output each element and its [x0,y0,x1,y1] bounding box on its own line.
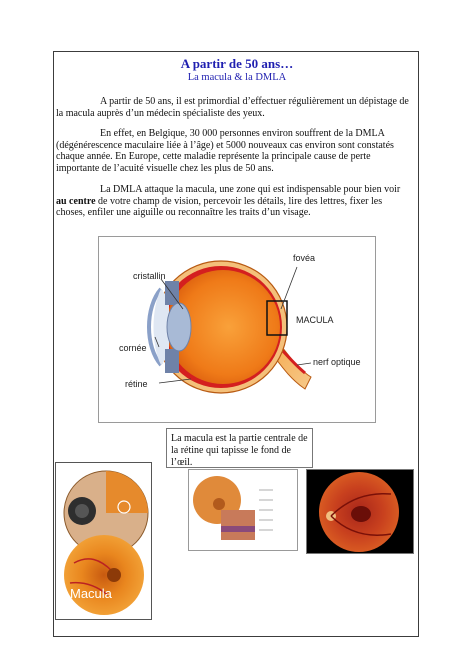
fundus-photograph [306,469,414,554]
page-title: A partir de 50 ans… [180,56,294,71]
macular-lesion [351,506,371,522]
macula-center [107,568,121,582]
intro-paragraph: A partir de 50 ans, il est primordial d’effectuer régulièrement un dépistage de la macula auprès d’un médecin spécialiste des yeux. [56,96,409,119]
dmla-paragraph-emphasis: au centre [56,195,96,207]
label-cristallin: cristallin [133,271,166,281]
statistics-paragraph: En effet, en Belgique, 30 000 personnes environ souffrent de la DMLA (dégénérescence maculaire liée à l’âge) et 5000 nouveaux cas environ sont constatés chaque année. En Europe, cette maladie représente la principale cause de perte importante de l’acuité visuelle chez les plus de 50 ans. [56,128,394,174]
fovea-leader [281,267,297,309]
fundus-zoom [64,535,144,615]
cutaway-pupil [75,504,89,518]
eye-diagram [98,236,376,423]
macula-photo-svg [56,463,151,619]
macula-photo-label: Macula [70,586,112,601]
fundus-photograph-svg [307,470,413,553]
retina-layers-illustration [188,469,298,551]
macula-caption: La macula est la partie centrale de la rétine qui tapisse le fond de l’œil. [166,428,313,468]
label-nerf-optique: nerf optique [313,357,361,367]
dmla-paragraph [56,184,410,219]
label-cornee: cornée [119,343,147,353]
page-subtitle: La macula & la DMLA [187,72,287,83]
lens-shape [167,303,191,351]
retina-layers-svg [189,470,297,550]
fundus-small-center [213,498,225,510]
label-macula: MACULA [296,315,334,325]
iris-bottom [165,349,179,373]
retina-section [221,510,255,540]
label-retine: rétine [125,379,148,389]
eye-diagram-svg [99,237,375,422]
retina-section-layer [221,526,255,532]
nerf-leader [297,363,311,365]
dmla-paragraph-end: de votre champ de vision, percevoir les détails, lire des lettres, fixer les choses, enfiler une aiguille ou reconnaître les traits d’un visage. [56,195,383,219]
label-fovea: fovéa [293,253,316,263]
dmla-paragraph-start: La DMLA attaque la macula, une zone qui est indispensable pour bien voir [100,184,401,195]
iris-top [165,281,179,305]
eye-cutaway-interior [106,471,148,513]
macula-photo [55,462,152,620]
